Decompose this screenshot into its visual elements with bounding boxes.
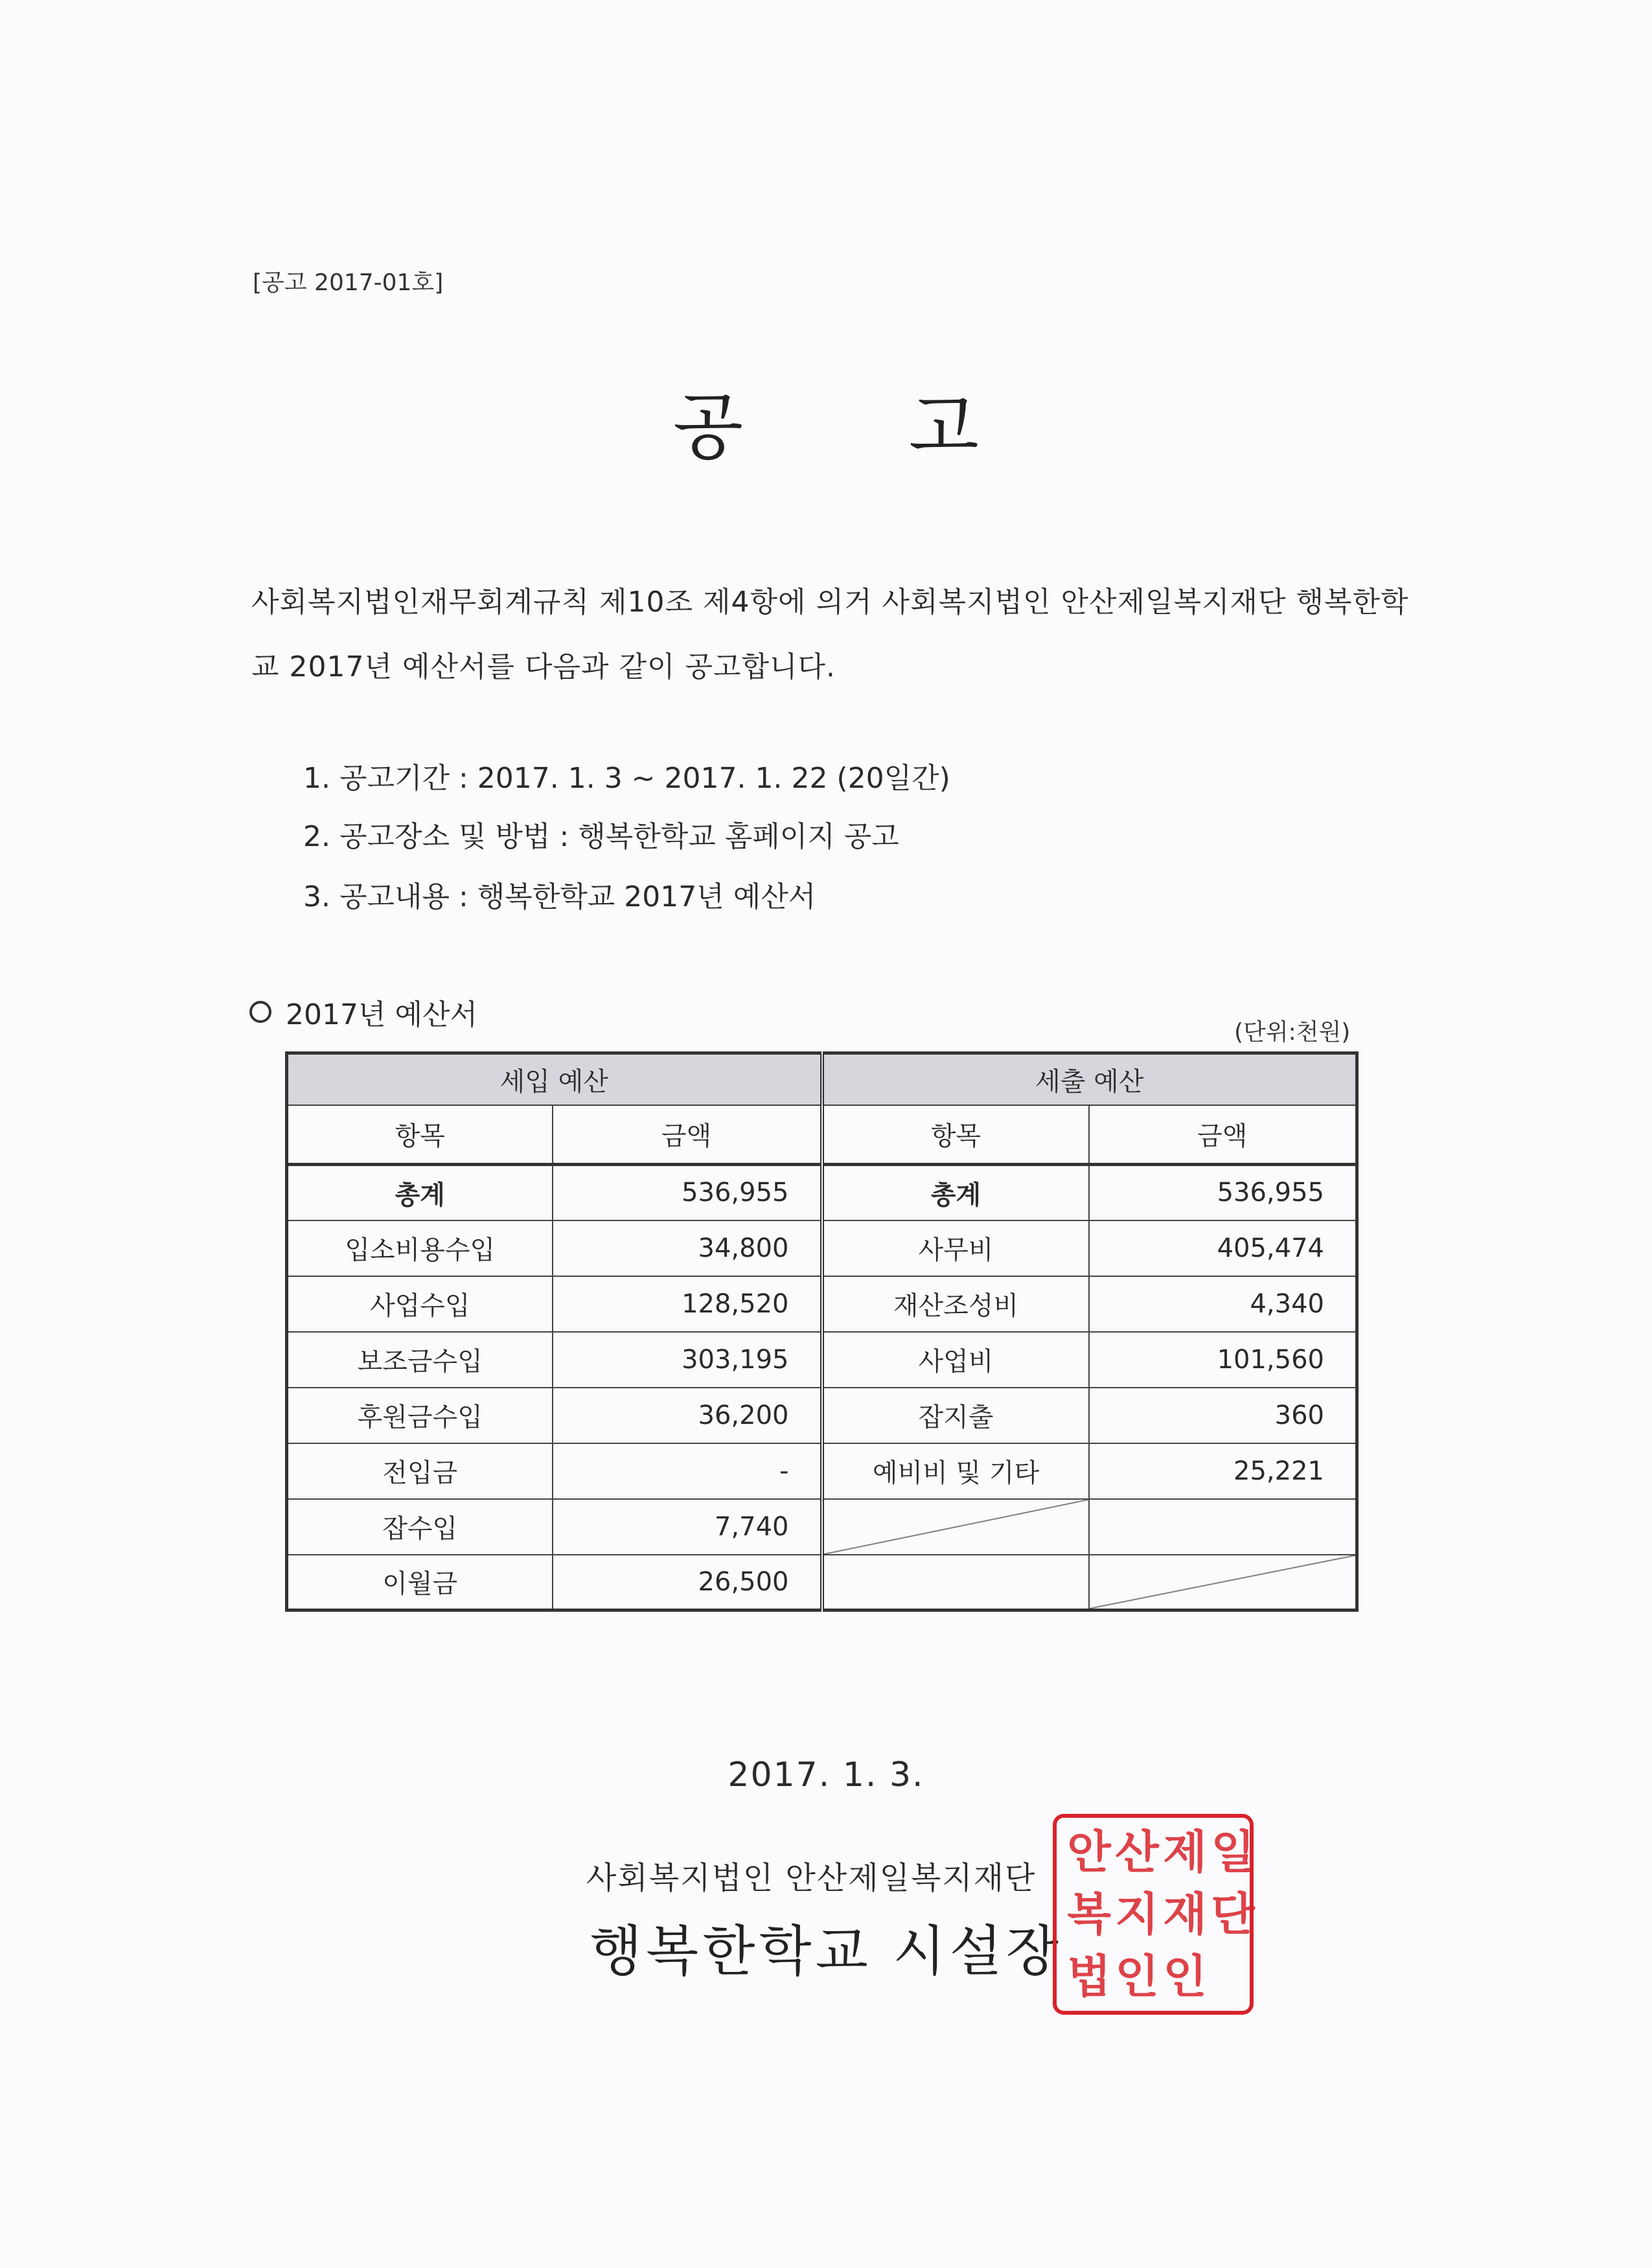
revenue-amount: 128,520 [553, 1276, 822, 1332]
seal-character: 법 [1067, 1950, 1111, 2003]
notice-number: [공고 2017-01호] [253, 269, 444, 296]
table-row [287, 1388, 1357, 1443]
seal-character: 복 [1067, 1888, 1111, 1941]
table-group-header-row [287, 1053, 1357, 1105]
table-row [287, 1555, 1357, 1610]
table-row [287, 1220, 1357, 1276]
budget-heading [249, 991, 477, 1033]
expense-amount: 360 [1089, 1388, 1357, 1443]
empty-crossed-cell [1089, 1555, 1357, 1610]
document-title: 공 고 [673, 385, 1050, 470]
revenue-amount: 26,500 [553, 1555, 822, 1610]
organization-name: 사회복지법인 안산제일복지재단 [586, 1860, 1037, 1896]
revenue-name: 이월금 [287, 1555, 553, 1610]
seal-character: 재 [1163, 1888, 1207, 1941]
facility-head-title: 행복한학교 시설장 [590, 1919, 1062, 1983]
expense-name: 잡지출 [822, 1388, 1089, 1443]
expense-amount: 536,955 [1089, 1165, 1357, 1220]
seal-character: 제 [1163, 1826, 1207, 1879]
empty-crossed-cell [822, 1499, 1089, 1555]
notice-content: 3. 공고내용 : 행복한학교 2017년 예산서 [303, 880, 816, 913]
notice-place: 2. 공고장소 및 방법 : 행복한학교 홈페이지 공고 [303, 820, 899, 853]
seal-character: 지 [1115, 1888, 1159, 1941]
expense-amount-header: 금액 [1089, 1105, 1357, 1165]
document-date: 2017. 1. 3. [728, 1756, 924, 1794]
notice-period: 1. 공고기간 : 2017. 1. 3 ~ 2017. 1. 22 (20일간) [303, 762, 950, 795]
seal-character: 안 [1067, 1826, 1111, 1879]
expense-name: 사무비 [822, 1220, 1089, 1276]
expense-name: 총계 [822, 1165, 1089, 1220]
revenue-name: 보조금수입 [287, 1332, 553, 1388]
revenue-name: 사업수입 [287, 1276, 553, 1332]
seal-character: 일 [1211, 1826, 1255, 1879]
expense-amount: 101,560 [1089, 1332, 1357, 1388]
expense-amount: 4,340 [1089, 1276, 1357, 1332]
seal-character: 인 [1115, 1950, 1159, 2003]
revenue-name: 전입금 [287, 1443, 553, 1499]
revenue-header: 세입 예산 [287, 1053, 822, 1105]
revenue-amount: 36,200 [553, 1388, 822, 1443]
seal-character: 단 [1211, 1888, 1255, 1941]
expense-header: 세출 예산 [822, 1053, 1357, 1105]
revenue-amount: - [553, 1443, 822, 1499]
expense-name: 사업비 [822, 1332, 1089, 1388]
empty-cell [1089, 1499, 1357, 1555]
revenue-item-header: 항목 [287, 1105, 553, 1165]
intro-paragraph: 사회복지법인재무회계규칙 제10조 제4항에 의거 사회복지법인 안산제일복지재단 행복한학교 2017년 예산서를 다음과 같이 공고합니다. [251, 586, 1409, 683]
expense-name: 예비비 및 기타 [822, 1443, 1089, 1499]
revenue-name: 입소비용수입 [287, 1220, 553, 1276]
revenue-amount: 34,800 [553, 1220, 822, 1276]
table-row [287, 1499, 1357, 1555]
table-row [287, 1276, 1357, 1332]
expense-item-header: 항목 [822, 1105, 1089, 1165]
revenue-amount: 536,955 [553, 1165, 822, 1220]
table-row [287, 1165, 1357, 1220]
budget-table [285, 1051, 1359, 1612]
expense-amount: 405,474 [1089, 1220, 1357, 1276]
revenue-amount-header: 금액 [553, 1105, 822, 1165]
table-column-header-row [287, 1105, 1357, 1165]
expense-name: 재산조성비 [822, 1276, 1089, 1332]
unit-label: (단위:천원) [1234, 1019, 1351, 1046]
expense-amount: 25,221 [1089, 1443, 1357, 1499]
revenue-amount: 303,195 [553, 1332, 822, 1388]
empty-cell [822, 1555, 1089, 1610]
table-row [287, 1443, 1357, 1499]
seal-character: 산 [1115, 1826, 1159, 1879]
circle-bullet-icon [249, 1001, 271, 1023]
revenue-name: 후원금수입 [287, 1388, 553, 1443]
revenue-name: 잡수입 [287, 1499, 553, 1555]
seal-character: 인 [1163, 1950, 1207, 2003]
revenue-amount: 7,740 [553, 1499, 822, 1555]
budget-heading-text: 2017년 예산서 [286, 998, 477, 1031]
revenue-name: 총계 [287, 1165, 553, 1220]
table-row [287, 1332, 1357, 1388]
official-seal-icon [1050, 1811, 1257, 2018]
